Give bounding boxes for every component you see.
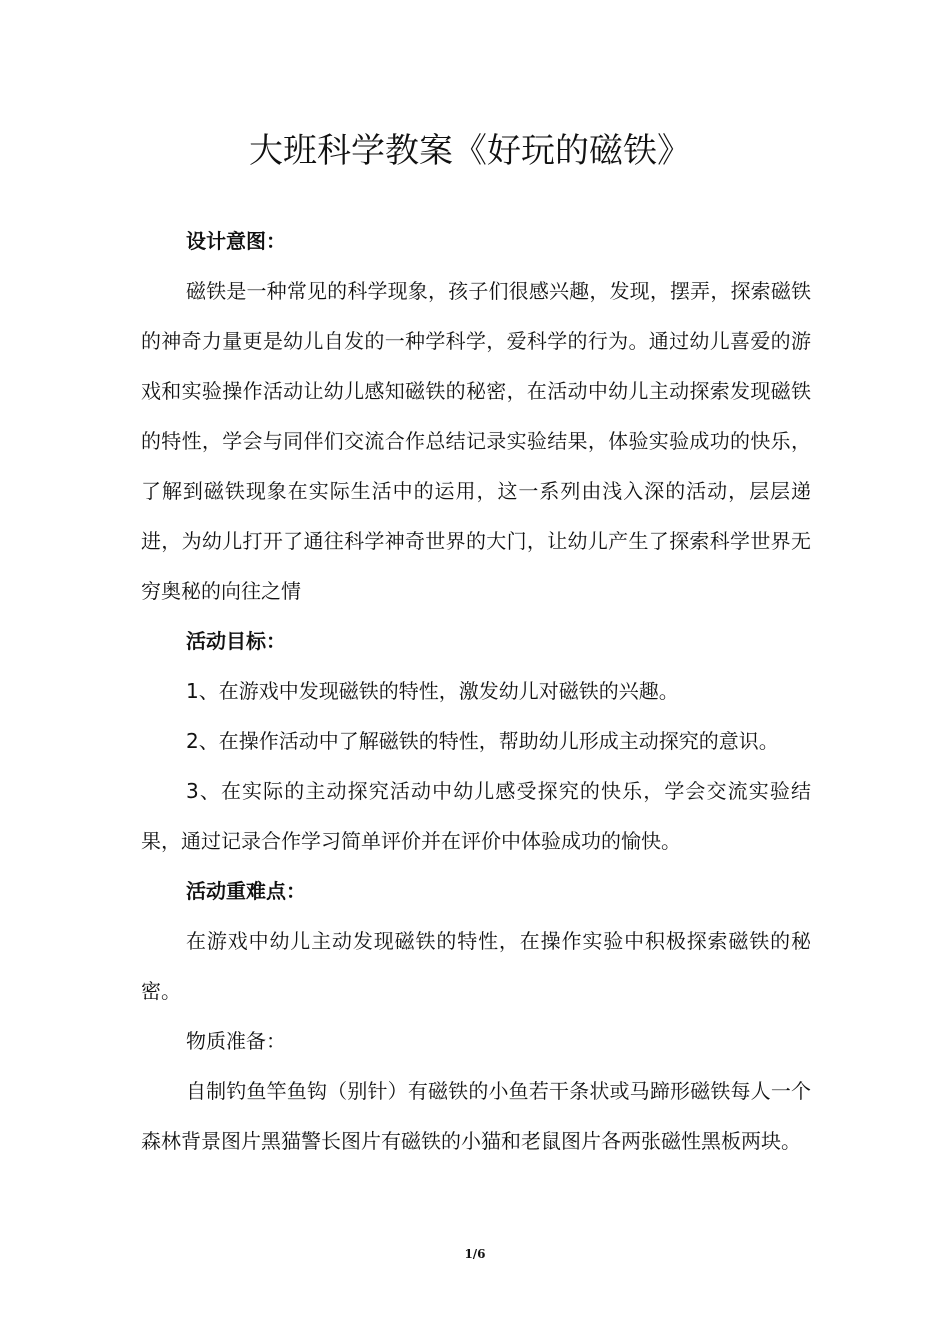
section-heading-key-points: 活动重难点： (186, 879, 306, 903)
document-body (141, 216, 811, 1166)
section-label-materials: 物质准备： (186, 1029, 286, 1053)
section-heading-activity-goals: 活动目标： (186, 629, 286, 653)
document-title: 大班科学教案《好玩的磁铁》 (249, 131, 691, 171)
goal-item-1: 1、在游戏中发现磁铁的特性，激发幼儿对磁铁的兴趣。 (186, 679, 679, 703)
paragraph-key-points: 在游戏中幼儿主动发现磁铁的特性，在操作实验中积极探索磁铁的秘密。 (141, 929, 811, 1003)
paragraph-materials: 自制钓鱼竿鱼钩（别针）有磁铁的小鱼若干条状或马蹄形磁铁每人一个森林背景图片黑猫警长图片有磁铁的小猫和老鼠图片各两张磁性黑板两块。 (141, 1079, 811, 1153)
goal-item-3: 3、在实际的主动探究活动中幼儿感受探究的快乐，学会交流实验结果，通过记录合作学习简单评价并在评价中体验成功的愉快。 (141, 779, 811, 853)
page-number: 1/6 (464, 1247, 486, 1261)
section-heading-design-intent: 设计意图： (186, 229, 286, 253)
paragraph-design-intent: 磁铁是一种常见的科学现象，孩子们很感兴趣，发现，摆弄，探索磁铁的神奇力量更是幼儿自发的一种学科学，爱科学的行为。通过幼儿喜爱的游戏和实验操作活动让幼儿感知磁铁的秘密，在活动中幼儿主动探索发现磁铁的特性，学会与同伴们交流合作总结记录实验结果，体验实验成功的快乐，了解到磁铁现象在实际生活中的运用，这一系列由浅入深的活动，层层递进，为幼儿打开了通往科学神奇世界的大门，让幼儿产生了探索科学世界无穷奥秘的向往之情 (141, 279, 811, 603)
goal-item-2: 2、在操作活动中了解磁铁的特性，帮助幼儿形成主动探究的意识。 (186, 729, 779, 753)
